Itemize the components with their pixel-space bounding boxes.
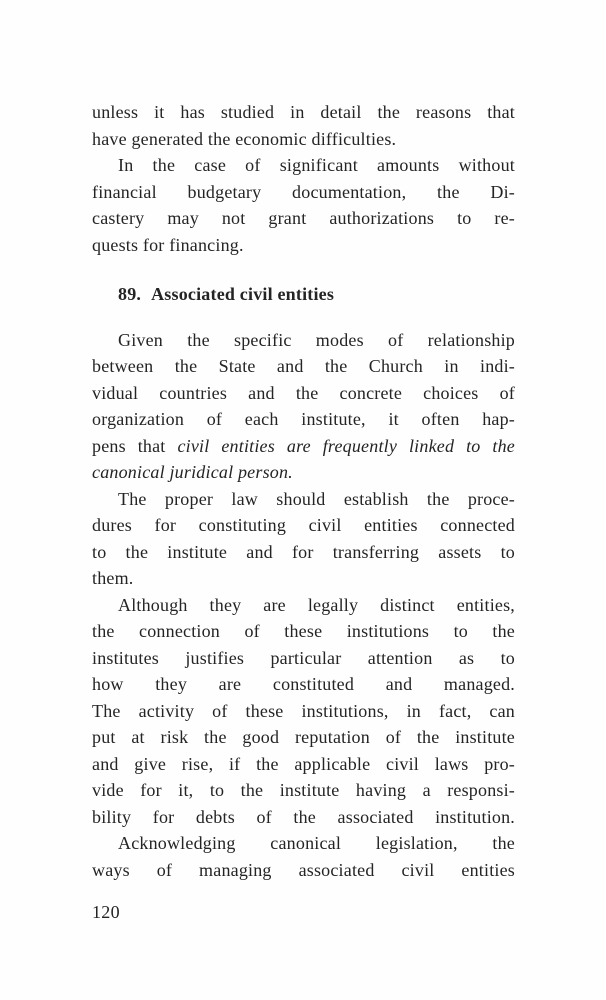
text-line: how they are constituted and managed. <box>92 674 515 694</box>
text-line: Although they are legally distinct entities, <box>118 594 515 615</box>
text-line: between the State and the Church in indi- <box>92 356 515 376</box>
text-line: vidual countries and the concrete choices of <box>92 382 515 403</box>
paragraph <box>92 327 515 486</box>
paragraph <box>92 152 515 258</box>
text-line: put at risk the good reputation of the institute <box>92 727 515 747</box>
text-line: dures for constituting civil entities connected <box>92 515 515 535</box>
text-line: organization of each institute, it often hap- <box>92 409 515 429</box>
italic-text-run: canonical juridical person. <box>92 462 293 482</box>
text-line: quests for financing. <box>92 234 244 255</box>
text-line: vide for it, to the institute having a responsi- <box>92 780 515 800</box>
text-line: unless it has studied in detail the reasons that <box>92 102 515 122</box>
text-line: institutes justifies particular attention as to <box>92 647 515 668</box>
text-line: Given the specific modes of relationship <box>118 329 515 350</box>
text-line: castery may not grant authorizations to re- <box>92 208 515 228</box>
paragraph <box>92 99 515 152</box>
section-title: Associated civil entities <box>151 284 335 304</box>
text-line: In the case of significant amounts without <box>118 155 515 175</box>
text-line: financial budgetary documentation, the Di- <box>92 181 515 202</box>
paragraph <box>92 486 515 592</box>
text-line: the connection of these institutions to the <box>92 621 515 641</box>
italic-text-run: civil entities are frequently linked to the <box>177 435 515 456</box>
section-heading <box>92 281 515 308</box>
paragraph <box>92 830 515 883</box>
text-line: to the institute and for transferring assets to <box>92 541 515 562</box>
text-line: and give rise, if the applicable civil laws pro- <box>92 753 515 774</box>
text-line <box>92 459 515 486</box>
text-column <box>92 99 515 883</box>
page-number: 120 <box>92 902 120 922</box>
text-line: The proper law should establish the proce- <box>118 488 515 509</box>
text-line: them. <box>92 568 134 588</box>
text-line: Acknowledging canonical legislation, the <box>118 833 515 853</box>
text-line: The activity of these institutions, in fact, can <box>92 700 515 721</box>
text-line: ways of managing associated civil entities <box>92 859 515 880</box>
text-line <box>92 433 515 460</box>
text-line: have generated the economic difficulties. <box>92 128 397 149</box>
text-line: bility for debts of the associated institution. <box>92 806 515 827</box>
paragraph <box>92 592 515 831</box>
section-number: 89. <box>118 284 142 304</box>
text-run: pens that <box>92 435 166 456</box>
